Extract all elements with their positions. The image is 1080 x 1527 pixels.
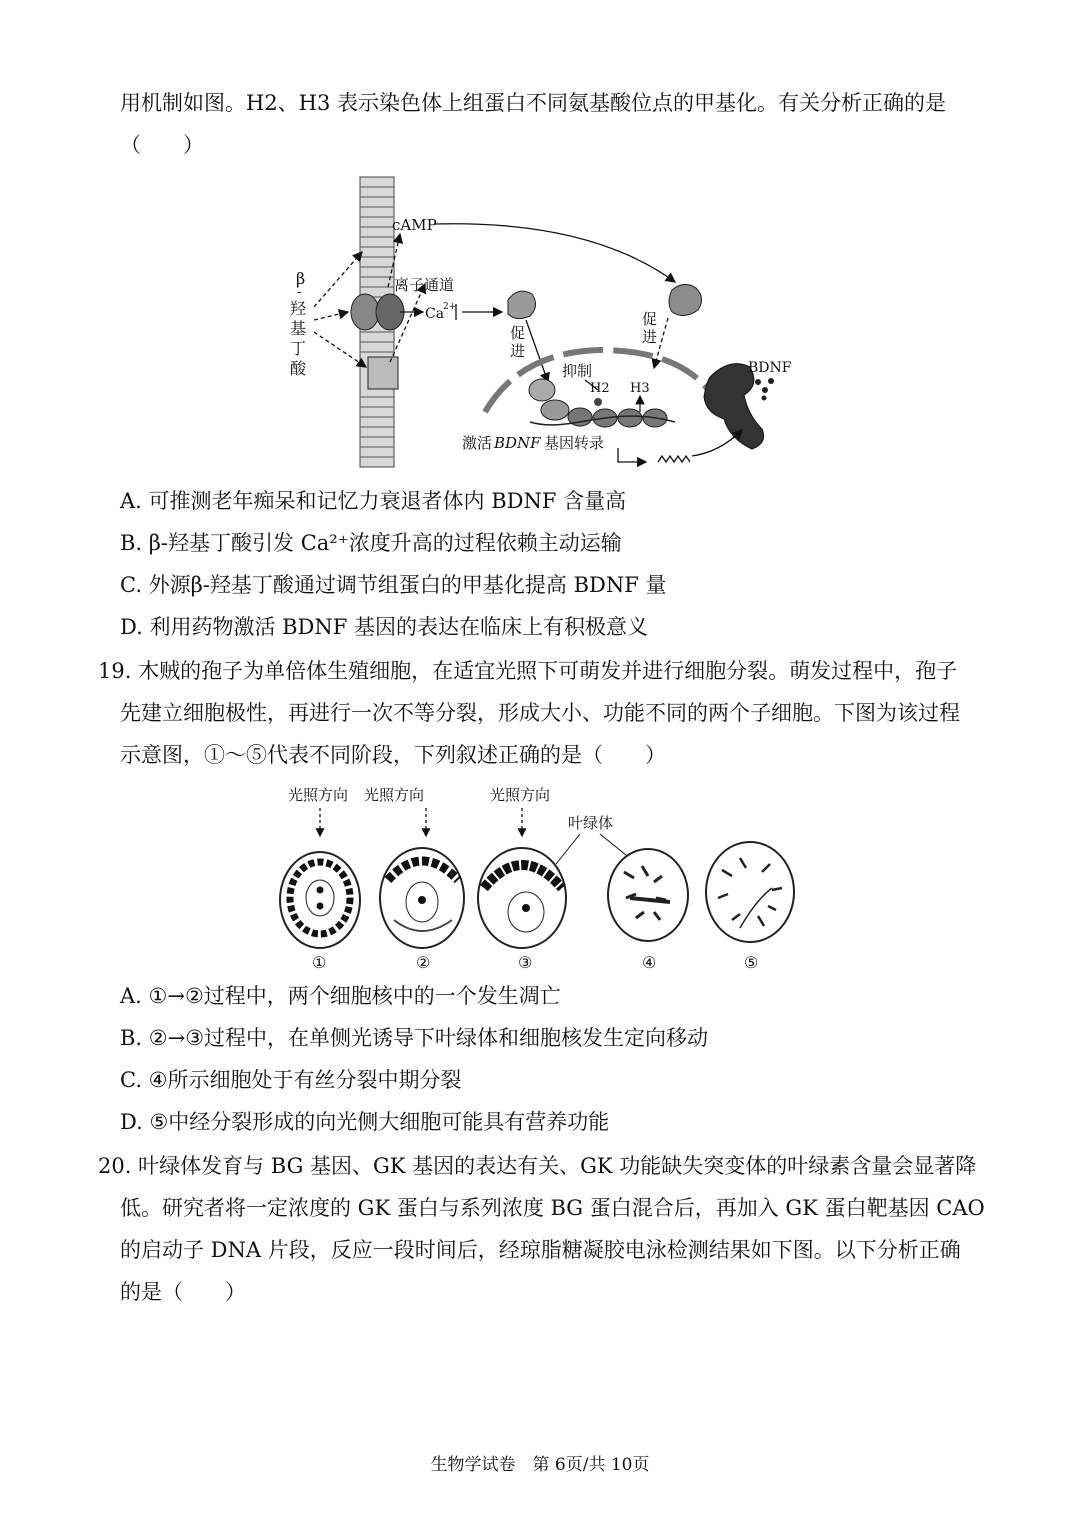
activate-gene: BDNF	[494, 434, 541, 452]
spore-cell-5	[706, 842, 794, 942]
q19-stem-line2: 先建立细胞极性，再进行一次不等分裂，形成大小、功能不同的两个子细胞。下图为该过程	[120, 701, 960, 725]
q19-option-a: A. ①→②过程中，两个细胞核中的一个发生凋亡	[120, 984, 561, 1008]
q19-stem-line3: 示意图，①～⑤代表不同阶段，下列叙述正确的是（ ）	[120, 743, 666, 767]
spore-cell-2	[380, 848, 464, 948]
q19-spore-figure	[270, 780, 820, 975]
q19-option-d: D. ⑤中经分裂形成的向光侧大细胞可能具有营养功能	[120, 1110, 610, 1134]
stage-label-3: ③	[518, 953, 533, 972]
stage-label-1: ①	[312, 953, 327, 972]
stage-label-4: ④	[642, 953, 657, 972]
beta-char-4: 丁	[290, 339, 307, 358]
q20-stem-line3: 的启动子 DNA 片段，反应一段时间后，经琼脂糖凝胶电泳检测结果如下图。以下分析正确	[120, 1238, 961, 1262]
q19-stem-line1: 19. 木贼的孢子为单倍体生殖细胞，在适宜光照下可萌发并进行细胞分裂。萌发过程中，孢子	[98, 659, 958, 683]
q19-option-c: C. ④所示细胞处于有丝分裂中期分裂	[120, 1068, 462, 1092]
spore-cell-1	[280, 852, 360, 948]
ion-channel-label: 离子通道	[394, 276, 455, 294]
mrna-squiggle	[658, 456, 690, 462]
h3-label: H3	[630, 381, 650, 396]
q19-option-b: B. ②→③过程中，在单侧光诱导下叶绿体和细胞核发生定向移动	[120, 1026, 709, 1050]
promote-a-char-1: 促	[510, 324, 526, 342]
q20-stem-line2: 低。研究者将一定浓度的 GK 蛋白与系列浓度 BG 蛋白混合后，再加入 GK 蛋白靶基因 CAO	[120, 1196, 985, 1220]
promote-b-char-2: 进	[642, 328, 658, 346]
receptor-shape	[368, 357, 398, 389]
camp-label: cAMP	[392, 216, 437, 234]
beta-dash: -	[297, 284, 302, 300]
q20-stem-line1: 20. 叶绿体发育与 BG 基因、GK 基因的表达有关、GK 功能缺失突变体的叶绿素含量会显著降	[98, 1154, 977, 1178]
beta-char-1: β	[296, 269, 306, 288]
activate-prefix: 激活	[462, 434, 493, 452]
light-direction-label-1: 光照方向	[288, 786, 349, 804]
q18-stem-line2: （ ）	[120, 133, 204, 157]
ca-label: Ca	[425, 306, 445, 322]
light-direction-label-2: 光照方向	[364, 786, 425, 804]
promote-b-char-1: 促	[642, 310, 658, 328]
q18-option-b: B. β-羟基丁酸引发 Ca²⁺浓度升高的过程依赖主动运输	[120, 531, 622, 555]
q18-option-c: C. 外源β-羟基丁酸通过调节组蛋白的甲基化提高 BDNF 量	[120, 573, 667, 597]
chloroplast-pointer-1	[556, 834, 580, 864]
beta-char-2: 羟	[290, 299, 307, 318]
spore-cell-4	[608, 849, 688, 941]
stage-label-5: ⑤	[744, 953, 759, 972]
beta-char-3: 基	[290, 319, 307, 338]
q18-option-a: A. 可推测老年痴呆和记忆力衰退者体内 BDNF 含量高	[120, 489, 627, 513]
bdnf-protein-shape	[704, 364, 774, 449]
camp-effector-shape	[669, 284, 702, 315]
q18-option-d: D. 利用药物激活 BDNF 基因的表达在临床上有积极意义	[120, 615, 649, 639]
activate-suffix: 基因转录	[544, 434, 605, 452]
light-direction-label-3: 光照方向	[490, 786, 551, 804]
ca-superscript: 2+	[443, 302, 457, 312]
beta-char-5: 酸	[290, 359, 307, 378]
q20-stem-line4: 的是（ ）	[120, 1280, 246, 1304]
inhibit-label: 抑制	[562, 362, 593, 380]
q18-stem-line1: 用机制如图。H2、H3 表示染色体上组蛋白不同氨基酸位点的甲基化。有关分析正确的是	[120, 91, 947, 115]
stage-label-2: ②	[416, 953, 431, 972]
spore-cell-3	[478, 848, 566, 948]
chloroplast-label: 叶绿体	[568, 814, 614, 832]
h2-label: H2	[590, 381, 610, 396]
promote-a-char-2: 进	[510, 342, 526, 360]
q18-mechanism-figure	[280, 172, 800, 472]
bdnf-label: BDNF	[748, 360, 792, 376]
page-footer: 生物学试卷 第 6页/共 10页	[430, 1455, 650, 1475]
kinase-protein-shape	[508, 291, 536, 318]
